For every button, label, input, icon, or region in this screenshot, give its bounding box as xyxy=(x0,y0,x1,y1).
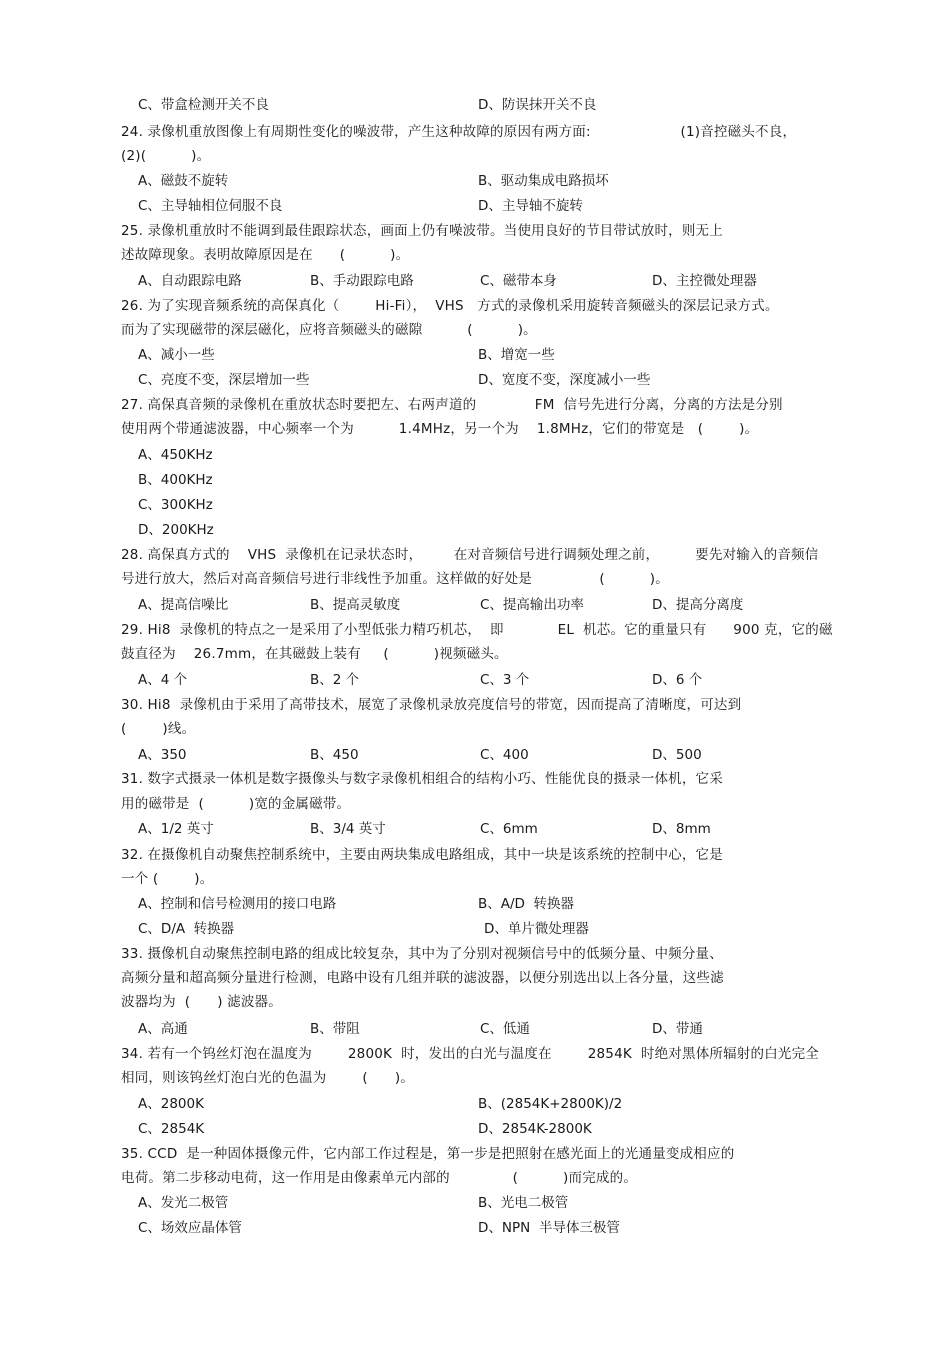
answer-option: A、4 个 xyxy=(138,672,188,688)
answer-option: D、2854K-2800K xyxy=(478,1121,592,1137)
answer-option: D、提高分离度 xyxy=(652,597,744,613)
answer-option: B、增宽一些 xyxy=(478,347,555,363)
answer-option: C、6mm xyxy=(480,821,538,837)
answer-option: C、带盒检测开关不良 xyxy=(138,97,269,113)
answer-option: D、宽度不变，深度减小一些 xyxy=(478,372,651,388)
question-line: 31. 数字式摄录一体机是数字摄像头与数字录像机相组合的结构小巧、性能优良的摄录一体机，它采 xyxy=(121,771,723,787)
question-line: 电荷。第二步移动电荷，这一作用是由像素单元内部的 ( )而完成的。 xyxy=(121,1170,638,1186)
question-line: 34. 若有一个钨丝灯泡在温度为 2800K 时，发出的白光与温度在 2854K 时绝对黑体所辐射的白光完全 xyxy=(121,1046,820,1062)
question-line: 35. CCD 是一种固体摄像元件，它内部工作过程是，第一步是把照射在感光面上的光通量变成相应的 xyxy=(121,1146,735,1162)
answer-option: A、磁鼓不旋转 xyxy=(138,173,229,189)
answer-option: D、单片微处理器 xyxy=(484,921,589,937)
answer-option: A、450KHz xyxy=(138,447,213,463)
answer-option: D、8mm xyxy=(652,821,711,837)
answer-option: D、6 个 xyxy=(652,672,703,688)
answer-option: C、3 个 xyxy=(480,672,530,688)
question-line: 27. 高保真音频的录像机在重放状态时要把左、右两声道的 FM 信号先进行分离，分离的方法是分别 xyxy=(121,397,783,413)
answer-option: B、光电二极管 xyxy=(478,1195,569,1211)
answer-option: B、A/D 转换器 xyxy=(478,896,575,912)
answer-option: A、提高信噪比 xyxy=(138,597,229,613)
answer-option: C、400 xyxy=(480,747,529,763)
answer-option: B、手动跟踪电路 xyxy=(310,273,414,289)
answer-option: D、带通 xyxy=(652,1021,703,1037)
answer-option: C、低通 xyxy=(480,1021,530,1037)
answer-option: B、450 xyxy=(310,747,359,763)
answer-option: D、主导轴不旋转 xyxy=(478,198,583,214)
question-line: 一个 ( )。 xyxy=(121,871,214,887)
answer-option: C、磁带本身 xyxy=(480,273,557,289)
answer-option: C、D/A 转换器 xyxy=(138,921,235,937)
answer-option: D、200KHz xyxy=(138,522,214,538)
question-line: ( )线。 xyxy=(121,721,196,737)
answer-option: A、减小一些 xyxy=(138,347,215,363)
answer-option: A、2800K xyxy=(138,1096,204,1112)
answer-option: C、300KHz xyxy=(138,497,213,513)
answer-option: B、(2854K+2800K)/2 xyxy=(478,1096,623,1112)
question-line: 而为了实现磁带的深层磁化，应将音频磁头的磁隙 ( )。 xyxy=(121,322,537,338)
question-line: 波器均为 ( ) 滤波器。 xyxy=(121,994,282,1010)
question-line: 30. Hi8 录像机由于采用了高带技术，展宽了录像机录放亮度信号的带宽，因而提高了清晰度，可达到 xyxy=(121,697,742,713)
question-line: 28. 高保真方式的 VHS 录像机在记录状态时， 在对音频信号进行调频处理之前， 要先对输入的音频信 xyxy=(121,547,819,563)
answer-option: A、控制和信号检测用的接口电路 xyxy=(138,896,337,912)
answer-option: B、提高灵敏度 xyxy=(310,597,401,613)
question-line: 使用两个带通滤波器，中心频率一个为 1.4MHz，另一个为 1.8MHz，它们的带宽是 ( )。 xyxy=(121,421,759,437)
answer-option: A、350 xyxy=(138,747,187,763)
question-line: 26. 为了实现音频系统的高保真化（ Hi-Fi）， VHS 方式的录像机采用旋转音频磁头的深层记录方式。 xyxy=(121,298,779,314)
answer-option: A、自动跟踪电路 xyxy=(138,273,242,289)
question-line: 24. 录像机重放图像上有周期性变化的噪波带，产生这种故障的原因有两方面: (1)音控磁头不良， xyxy=(121,124,797,140)
question-line: 29. Hi8 录像机的特点之一是采用了小型低张力精巧机芯， 即 EL 机芯。它的重量只有 900 克，它的磁 xyxy=(121,622,833,638)
answer-option: A、高通 xyxy=(138,1021,188,1037)
question-line: 32. 在摄像机自动聚焦控制系统中，主要由两块集成电路组成，其中一块是该系统的控制中心，它是 xyxy=(121,847,723,863)
answer-option: C、2854K xyxy=(138,1121,205,1137)
answer-option: B、带阻 xyxy=(310,1021,360,1037)
question-line: 用的磁带是 ( )宽的金属磁带。 xyxy=(121,796,351,812)
answer-option: A、1/2 英寸 xyxy=(138,821,214,837)
answer-option: D、主控微处理器 xyxy=(652,273,757,289)
answer-option: C、亮度不变，深层增加一些 xyxy=(138,372,310,388)
answer-option: C、提高输出功率 xyxy=(480,597,584,613)
answer-option: B、2 个 xyxy=(310,672,360,688)
question-line: 号进行放大，然后对高音频信号进行非线性予加重。这样做的好处是 ( )。 xyxy=(121,571,669,587)
question-line: (2)( )。 xyxy=(121,148,211,164)
question-line: 33. 摄像机自动聚焦控制电路的组成比较复杂，其中为了分别对视频信号中的低频分量、中频分量、 xyxy=(121,946,723,962)
answer-option: C、场效应晶体管 xyxy=(138,1220,242,1236)
question-line: 高频分量和超高频分量进行检测，电路中设有几组并联的滤波器，以便分别选出以上各分量，这些滤 xyxy=(121,970,724,986)
answer-option: C、主导轴相位伺服不良 xyxy=(138,198,283,214)
question-line: 25. 录像机重放时不能调到最佳跟踪状态，画面上仍有噪波带。当使用良好的节目带试放时，则无上 xyxy=(121,223,723,239)
question-line: 鼓直径为 26.7mm，在其磁鼓上装有 ( )视频磁头。 xyxy=(121,646,508,662)
question-line: 相同，则该钨丝灯泡白光的色温为 ( )。 xyxy=(121,1070,415,1086)
answer-option: B、驱动集成电路损坏 xyxy=(478,173,609,189)
answer-option: A、发光二极管 xyxy=(138,1195,229,1211)
answer-option: D、NPN 半导体三极管 xyxy=(478,1220,620,1236)
question-line: 述故障现象。表明故障原因是在 ( )。 xyxy=(121,247,410,263)
answer-option: D、防误抹开关不良 xyxy=(478,97,597,113)
answer-option: B、400KHz xyxy=(138,472,213,488)
answer-option: D、500 xyxy=(652,747,702,763)
answer-option: B、3/4 英寸 xyxy=(310,821,386,837)
